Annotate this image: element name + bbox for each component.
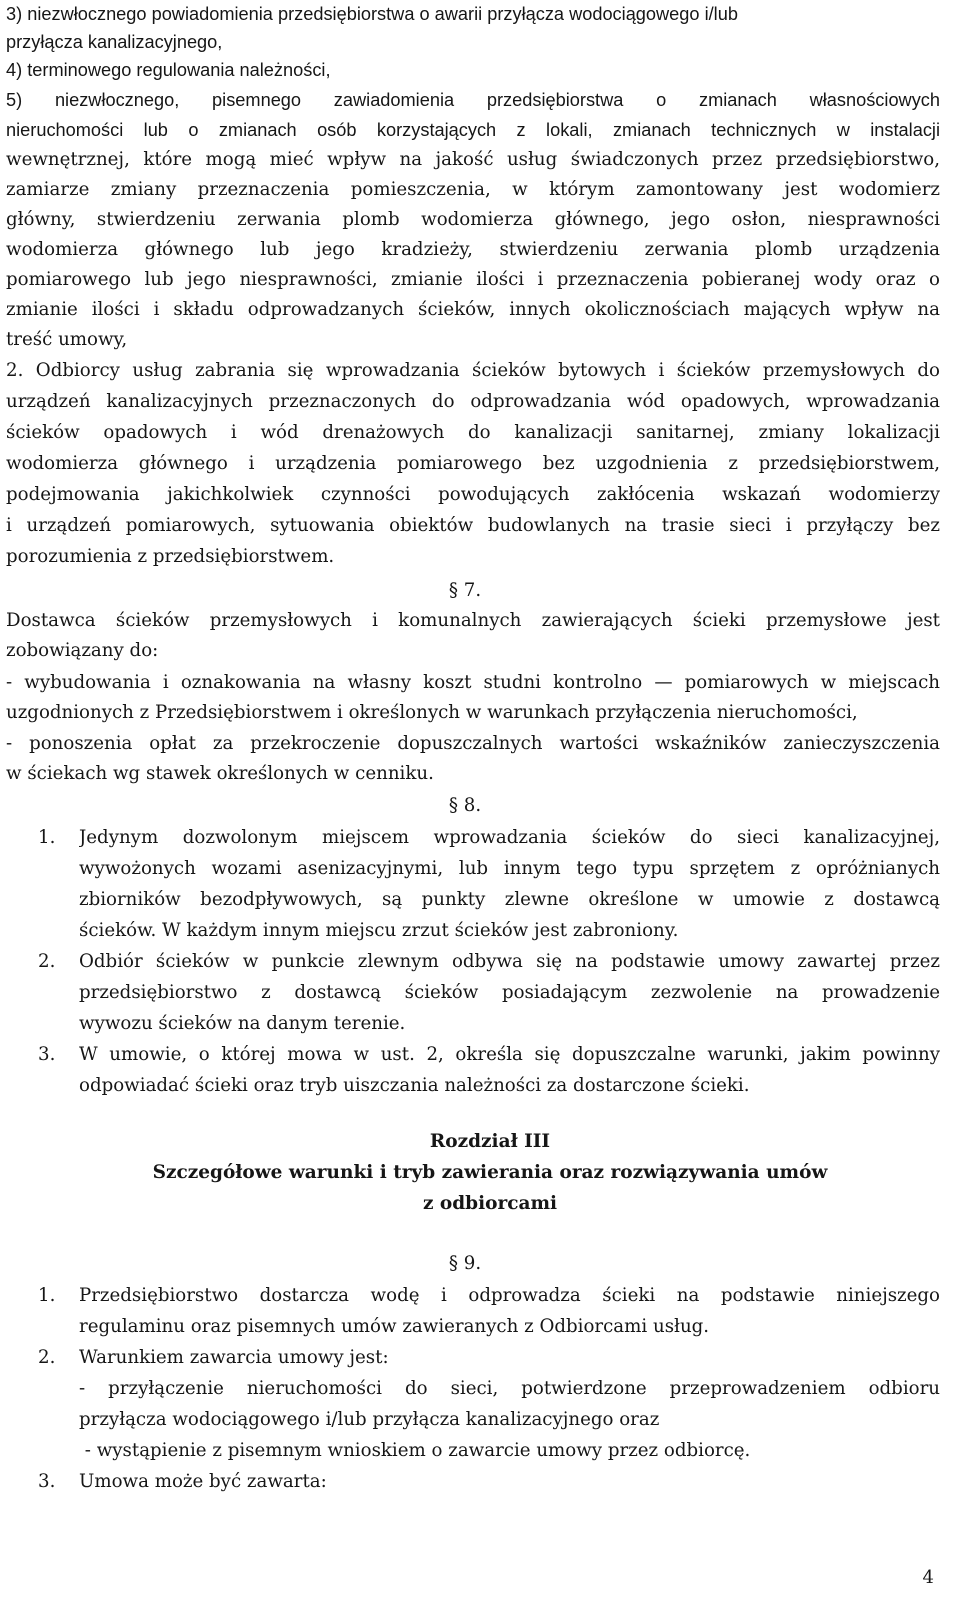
section-7-bullet-1-cont: uzgodnionych z Przedsiębiorstwem i określonych w warunkach przyłączenia nieruchomości, bbox=[6, 702, 858, 723]
list-item-3: 3) niezwłocznego powiadomienia przedsiębiorstwa o awarii przyłącza wodociągowego i/lub bbox=[6, 4, 738, 24]
list-item-5-cont: wodomierza głównego lub jego kradzieży, stwierdzeniu zerwania plomb urządzenia bbox=[6, 239, 940, 260]
list-item-5-cont: główny, stwierdzeniu zerwania plomb wodomierza głównego, jego osłon, niesprawności bbox=[6, 209, 940, 230]
paragraph-2-cont: podejmowania jakichkolwiek czynności powodujących zakłócenia wskazań wodomierzy bbox=[6, 484, 940, 505]
chapter-subtitle: Szczegółowe warunki i tryb zawierania oraz rozwiązywania umów bbox=[152, 1162, 828, 1183]
list-item-5-cont: treść umowy, bbox=[6, 329, 128, 350]
item-number: 2. bbox=[38, 951, 56, 972]
paragraph-2-cont: porozumienia z przedsiębiorstwem. bbox=[6, 546, 335, 567]
section-9-item-2-bullet-1: - przyłączenie nieruchomości do sieci, potwierdzone przeprowadzeniem odbioru bbox=[79, 1378, 940, 1399]
list-item-5-cont: zmianie ilości i składu odprowadzanych ścieków, innych okolicznościach mających wpływ na bbox=[6, 299, 940, 320]
section-9-item-3: Umowa może być zawarta: bbox=[79, 1471, 327, 1492]
section-8-item-2-cont: przedsiębiorstwo z dostawcą ścieków posiadającym zezwolenie na prowadzenie bbox=[79, 982, 940, 1003]
chapter-subtitle-cont: z odbiorcami bbox=[422, 1193, 558, 1214]
list-item-5-cont: zamiarze zmiany przeznaczenia pomieszczenia, w którym zamontowany jest wodomierz bbox=[6, 179, 940, 200]
section-7-text: Dostawca ścieków przemysłowych i komunalnych zawierających ścieki przemysłowe jest bbox=[6, 610, 940, 631]
section-7-bullet-2: - ponoszenia opłat za przekroczenie dopuszczalnych wartości wskaźników zanieczyszczenia bbox=[6, 733, 940, 754]
section-8-item-1-cont: wywożonych wozami asenizacyjnymi, lub innym tego typu sprzętem z opróżnianych bbox=[79, 858, 940, 879]
section-heading-9: § 9. bbox=[448, 1253, 482, 1274]
list-item-3-cont: przyłącza kanalizacyjnego, bbox=[6, 32, 223, 52]
section-9-item-1-cont: regulaminu oraz pisemnych umów zawieranych z Odbiorcami usług. bbox=[79, 1316, 710, 1337]
section-9-item-1: Przedsiębiorstwo dostarcza wodę i odprowadza ścieki na podstawie niniejszego bbox=[79, 1285, 940, 1306]
section-8-item-1-cont: ścieków. W każdym innym miejscu zrzut ścieków jest zabroniony. bbox=[79, 920, 679, 941]
section-heading-8: § 8. bbox=[448, 795, 482, 816]
chapter-title: Rozdział III bbox=[429, 1131, 551, 1152]
section-9-item-2-bullet-2: - wystąpienie z pisemnym wnioskiem o zawarcie umowy przez odbiorcę. bbox=[79, 1440, 751, 1461]
paragraph-2: 2. Odbiorcy usług zabrania się wprowadzania ścieków bytowych i ścieków przemysłowych do bbox=[6, 360, 940, 381]
section-8-item-3-cont: odpowiadać ścieki oraz tryb uiszczania należności za dostarczone ścieki. bbox=[79, 1075, 750, 1096]
section-9-item-2-bullet-1-cont: przyłącza wodociągowego i/lub przyłącza kanalizacyjnego oraz bbox=[79, 1409, 660, 1430]
list-item-5-cont: wewnętrznej, które mogą mieć wpływ na jakość usług świadczonych przez przedsiębiorstwo, bbox=[6, 149, 940, 170]
item-number: 1. bbox=[38, 1285, 56, 1306]
section-8-item-2: Odbiór ścieków w punkcie zlewnym odbywa się na podstawie umowy zawartej przez bbox=[79, 951, 940, 972]
paragraph-2-cont: i urządzeń pomiarowych, sytuowania obiektów budowlanych na trasie sieci i przyłączy bez bbox=[6, 515, 940, 536]
section-9-item-2: Warunkiem zawarcia umowy jest: bbox=[79, 1347, 389, 1368]
section-7-text: zobowiązany do: bbox=[6, 640, 159, 661]
item-number: 1. bbox=[38, 827, 56, 848]
section-heading-7: § 7. bbox=[448, 580, 482, 601]
list-item-5-cont: nieruchomości lub o zmianach osób korzystających z lokali, zmianach technicznych w instalacji bbox=[6, 120, 940, 140]
section-7-bullet-2-cont: w ściekach wg stawek określonych w cenniku. bbox=[6, 763, 434, 784]
item-number: 3. bbox=[38, 1044, 56, 1065]
list-item-4: 4) terminowego regulowania należności, bbox=[6, 60, 331, 80]
section-8-item-1-cont: zbiorników bezodpływowych, są punkty zlewne określone w umowie z dostawcą bbox=[79, 889, 940, 910]
section-8-item-2-cont: wywozu ścieków na danym terenie. bbox=[79, 1013, 406, 1034]
item-number: 3. bbox=[38, 1471, 56, 1492]
page-number: 4 bbox=[922, 1567, 934, 1588]
section-8-item-1: Jedynym dozwolonym miejscem wprowadzania ścieków do sieci kanalizacyjnej, bbox=[79, 827, 940, 848]
item-number: 2. bbox=[38, 1347, 56, 1368]
section-7-bullet-1: - wybudowania i oznakowania na własny koszt studni kontrolno — pomiarowych w miejscach bbox=[6, 672, 940, 693]
section-8-item-3: W umowie, o której mowa w ust. 2, określa się dopuszczalne warunki, jakim powinny bbox=[79, 1044, 940, 1065]
paragraph-2-cont: urządzeń kanalizacyjnych przeznaczonych do odprowadzania wód opadowych, wprowadzania bbox=[6, 391, 940, 412]
list-item-5-cont: pomiarowego lub jego niesprawności, zmianie ilości i przeznaczenia pobieranej wody oraz o bbox=[6, 269, 940, 290]
paragraph-2-cont: wodomierza głównego i urządzenia pomiarowego bez uzgodnienia z przedsiębiorstwem, bbox=[6, 453, 940, 474]
list-item-5: 5) niezwłocznego, pisemnego zawiadomienia przedsiębiorstwa o zmianach własnościowych bbox=[6, 90, 940, 110]
paragraph-2-cont: ścieków opadowych i wód drenażowych do kanalizacji sanitarnej, zmiany lokalizacji bbox=[6, 422, 940, 443]
